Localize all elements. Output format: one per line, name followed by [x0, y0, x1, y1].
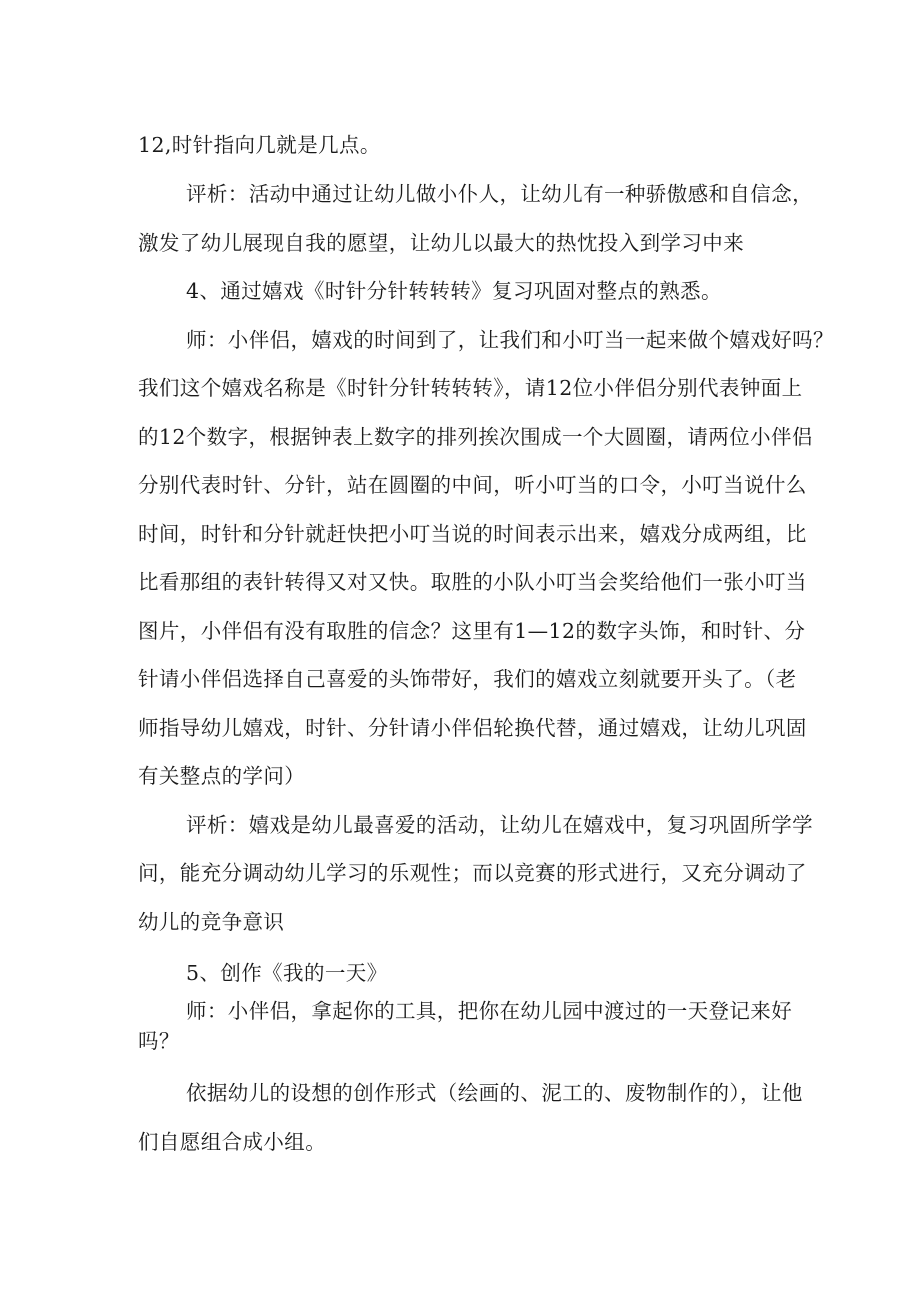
- text-line-1: 12,时针指向几就是几点。: [138, 133, 381, 157]
- commentary2-line-3: 幼儿的竞争意识: [138, 910, 285, 934]
- paragraph-line-9: 师指导幼儿嬉戏，时针、分针请小伴侣轮换代替，通过嬉戏，让幼儿巩固: [138, 716, 807, 740]
- paragraph-line-6: 比看那组的表针转得又对又快。取胜的小队小叮当会奖给他们一张小叮当: [138, 570, 807, 594]
- paragraph-line-5: 时间，时针和分针就赶快把小叮当说的时间表示出来，嬉戏分成两组，比: [138, 522, 807, 546]
- section-heading-4: 4、通过嬉戏《时针分针转转转》复习巩固对整点的熟悉。: [186, 279, 722, 303]
- commentary2-line-1: 评析：嬉戏是幼儿最喜爱的活动，让幼儿在嬉戏中，复习巩固所学学: [186, 813, 813, 837]
- section-heading-5: 5、创作《我的一天》: [186, 961, 388, 985]
- closing-line-1: 依据幼儿的设想的创作形式（绘画的、泥工的、废物制作的），让他: [186, 1081, 803, 1105]
- paragraph-line-7: 图片，小伴侣有没有取胜的信念？这里有1—12的数字头饰，和时针、分: [138, 619, 806, 643]
- closing-line-2: 们自愿组合成小组。: [138, 1130, 327, 1154]
- commentary-line-2: 激发了幼儿展现自我的愿望，让幼儿以最大的热忱投入到学习中来: [138, 231, 745, 255]
- paragraph-line-3: 的12个数字，根据钟表上数字的排列挨次围成一个大圆圈，请两位小伴侣: [138, 425, 813, 449]
- paragraph-line-4: 分别代表时针、分针，站在圆圈的中间，听小叮当的口令，小叮当说什么: [138, 473, 807, 497]
- commentary2-line-2: 问，能充分调动幼儿学习的乐观性；而以竞赛的形式进行，又充分调动了: [138, 861, 807, 885]
- teacher-line-2: 吗？: [138, 1029, 180, 1053]
- paragraph-line-1: 师：小伴侣，嬉戏的时间到了，让我们和小叮当一起来做个嬉戏好吗？: [186, 328, 834, 352]
- paragraph-line-2: 我们这个嬉戏名称是《时针分针转转转》，请12位小伴侣分别代表钟面上: [138, 376, 803, 400]
- paragraph-line-10: 有关整点的学问）: [138, 764, 306, 788]
- paragraph-line-8: 针请小伴侣选择自己喜爱的头饰带好，我们的嬉戏立刻就要开头了。（老: [138, 667, 797, 691]
- teacher-line-1: 师：小伴侣，拿起你的工具，把你在幼儿园中渡过的一天登记来好: [186, 999, 793, 1023]
- commentary-line-1: 评析：活动中通过让幼儿做小仆人，让幼儿有一种骄傲感和自信念，: [186, 182, 813, 206]
